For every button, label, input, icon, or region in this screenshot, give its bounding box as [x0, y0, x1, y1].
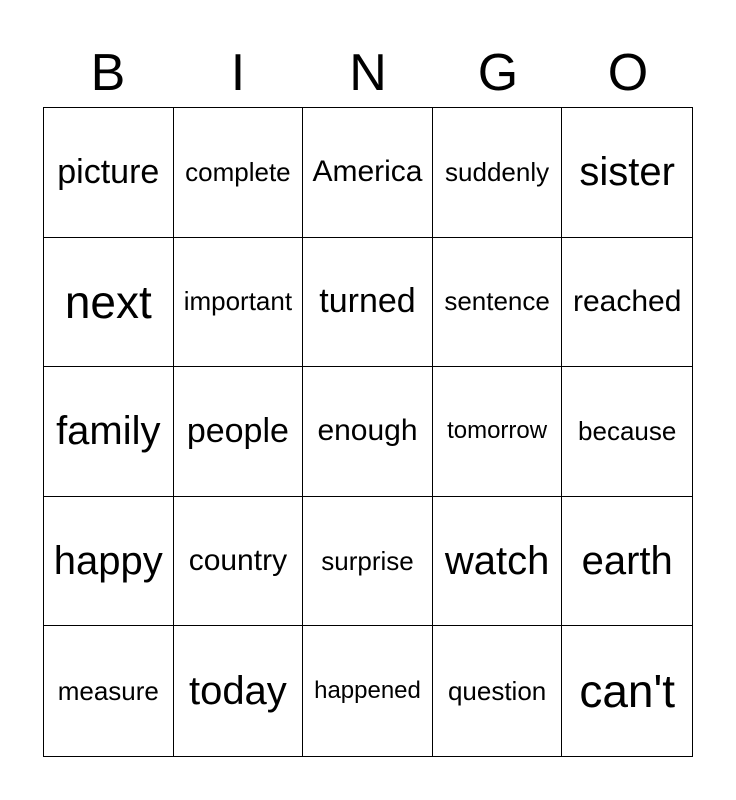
header-letter-n: N — [349, 44, 387, 102]
bingo-cell: enough — [303, 367, 433, 497]
bingo-cell: sister — [562, 108, 692, 238]
bingo-cell: question — [433, 626, 563, 756]
bingo-header — [43, 40, 693, 106]
bingo-cell: complete — [174, 108, 304, 238]
bingo-cell: watch — [433, 497, 563, 627]
bingo-cell: suddenly — [433, 108, 563, 238]
header-letter-i: I — [230, 44, 246, 102]
bingo-cell: reached — [562, 238, 692, 368]
bingo-cell: America — [303, 108, 433, 238]
bingo-cell: surprise — [303, 497, 433, 627]
bingo-cell: turned — [303, 238, 433, 368]
header-letter-o: O — [607, 44, 649, 102]
bingo-cell: measure — [44, 626, 174, 756]
bingo-cell: because — [562, 367, 692, 497]
bingo-cell: people — [174, 367, 304, 497]
bingo-cell: picture — [44, 108, 174, 238]
header-letter-g: G — [477, 44, 519, 102]
bingo-cell: country — [174, 497, 304, 627]
bingo-cell: family — [44, 367, 174, 497]
bingo-cell: sentence — [433, 238, 563, 368]
bingo-cell: can't — [579, 665, 676, 718]
bingo-cell: next — [44, 238, 174, 368]
bingo-cell: tomorrow — [433, 367, 563, 497]
bingo-cell: happy — [44, 497, 174, 627]
bingo-cell: important — [174, 238, 304, 368]
bingo-cell: happened — [303, 626, 433, 756]
bingo-card — [43, 107, 693, 757]
bingo-cell: today — [174, 626, 304, 756]
bingo-cell: earth — [562, 497, 692, 627]
header-letter-b: B — [90, 44, 126, 102]
